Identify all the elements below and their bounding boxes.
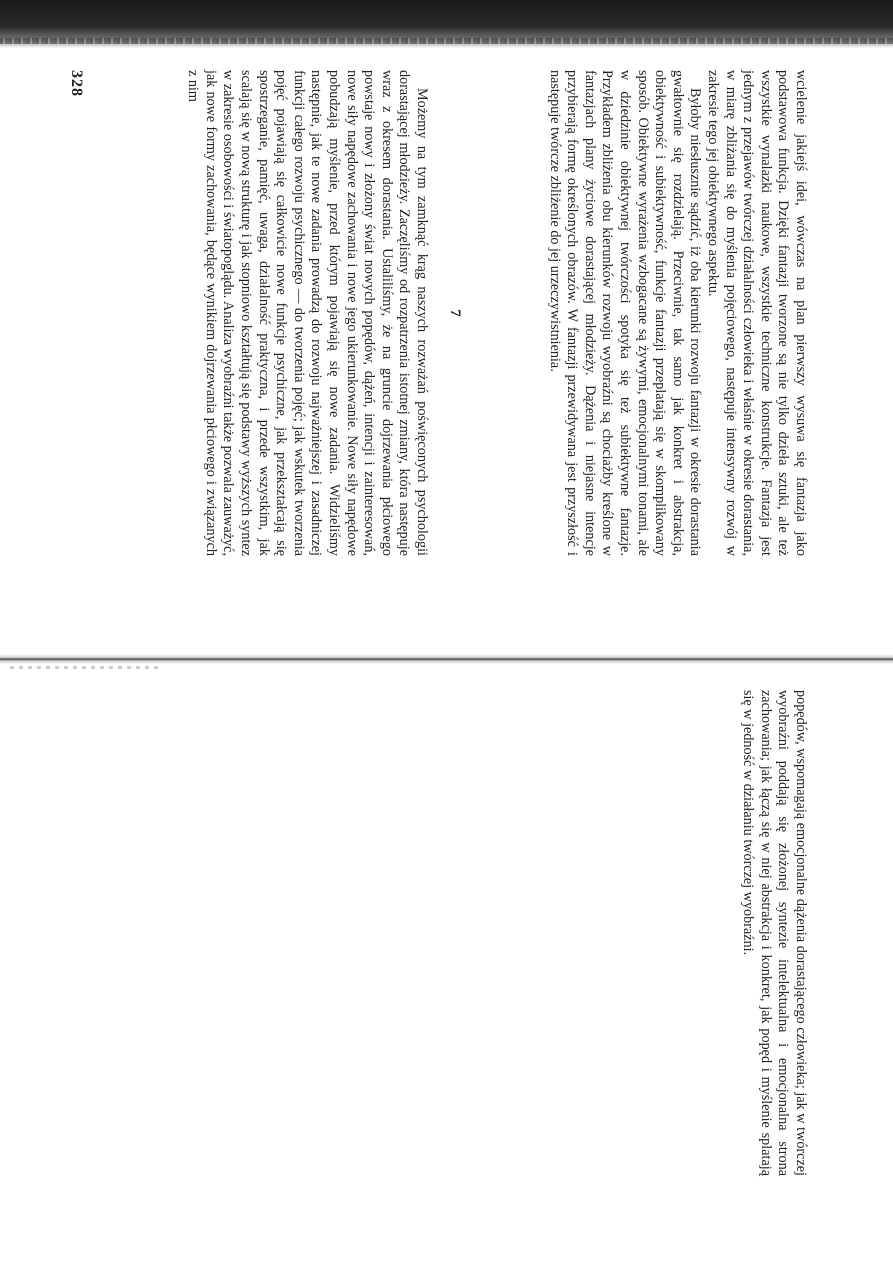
section-heading: 7 — [447, 309, 463, 317]
paragraph: wcielenie jakiejś idei, wówczas na plan pierwszy wysuwa się fantazja jako podstawowa funkcja. Dzięki fantazji tworzone są nie tylko dzieła sztuki, ale też wszystkie wynalazki naukowe, wszystkie techniczne konstrukcje. Fantazja jest jednym z przejawów twórczej działalności człowieka i właśnie w okresie dorastania, w miarę zbliżania się do myślenia pojęciowego, następuje intensywny rozwój w zakresie tego jej obiektywnego aspektu. — [705, 70, 809, 556]
page-329-text — [739, 690, 809, 1176]
page-number: 328 — [68, 70, 85, 97]
page-329 — [0, 690, 893, 1210]
paragraph: Możemy na tym zamknąć krąg naszych rozważań poświęconych psychologii dorastającej młodzieży. Zaczęliśmy od rozpatrzenia istotnej zmiany, która następuje wraz z okresem dorastania. Ustaliliśmy, że na gruncie dojrzewania płciowego powstaje nowy i złożony świat nowych popędów, dążeń, intencji i zainteresowań, nowe siły napędowe zachowania i nowe jego ukierunkowanie. Nowe siły napędowe pobudzają myślenie, przed którym pojawiają się nowe zadania. Widzieliśmy następnie, jak te nowe zadania prowadzą do rozwoju najważniejszej i zasadniczej funkcji całego rozwoju psychicznego — do tworzenia pojęć; jak wskutek tworzenia pojęć pojawiają się całkowicie nowe funkcje psychiczne, jak przekształcają się spostrzeganie, pamięć, uwaga, działalność praktyczna, i przede wszystkim, jak scalają się w nową strukturę i jak stopniowo kształtują się podstawy wyższych syntez w zakresie osobowości i światopoglądu. Analiza wyobraźni także pozwala zauważyć, jak nowe formy zachowania, będące wynikiem dojrzewania płciowego i związanych z nim — [185, 70, 430, 556]
paragraph: Byłoby niesłusznie sądzić, iż oba kierunki rozwoju fantazji w okresie dorastania gwałtownie się rozdzielają. Przeciwnie, tak samo jak konkret i abstrakcja, obiektywność i subiektywność, funkcje fantazji przeplatają się w skomplikowany sposób. Obiektywne wyrażenia wzbogacane są żywymi, emocjonalnymi tonami, ale w dziedzinie obiektywnej twórczości spotyka się też subiektywne fantazje. Przykładem zbliżenia obu kierunków rozwoju wyobraźni są chociażby kreślone w fantazjach plany życiowe dorastającej młodzieży. Dążenia i niejasne intencje przybierają formę określonych obrazów. W fantazji przewidywana jest przyszłość i następuje twórcze zbliżenie do jej urzeczywistnienia. — [546, 70, 704, 556]
paragraph: popędów, wspomagają emocjonalne dążenia dorastającego człowieka; jak w twórczej wyobraźni poddają się złożonej syntezie intelektualna i emocjonalna strona zachowania; jak łączą się w niej abstrakcja i konkret, jak popęd i myślenie splatają się w jedność w działaniu twórczej wyobraźni. — [740, 690, 809, 1176]
page-328-top-text — [545, 70, 809, 556]
page-328 — [0, 70, 893, 630]
section-body — [184, 70, 430, 556]
